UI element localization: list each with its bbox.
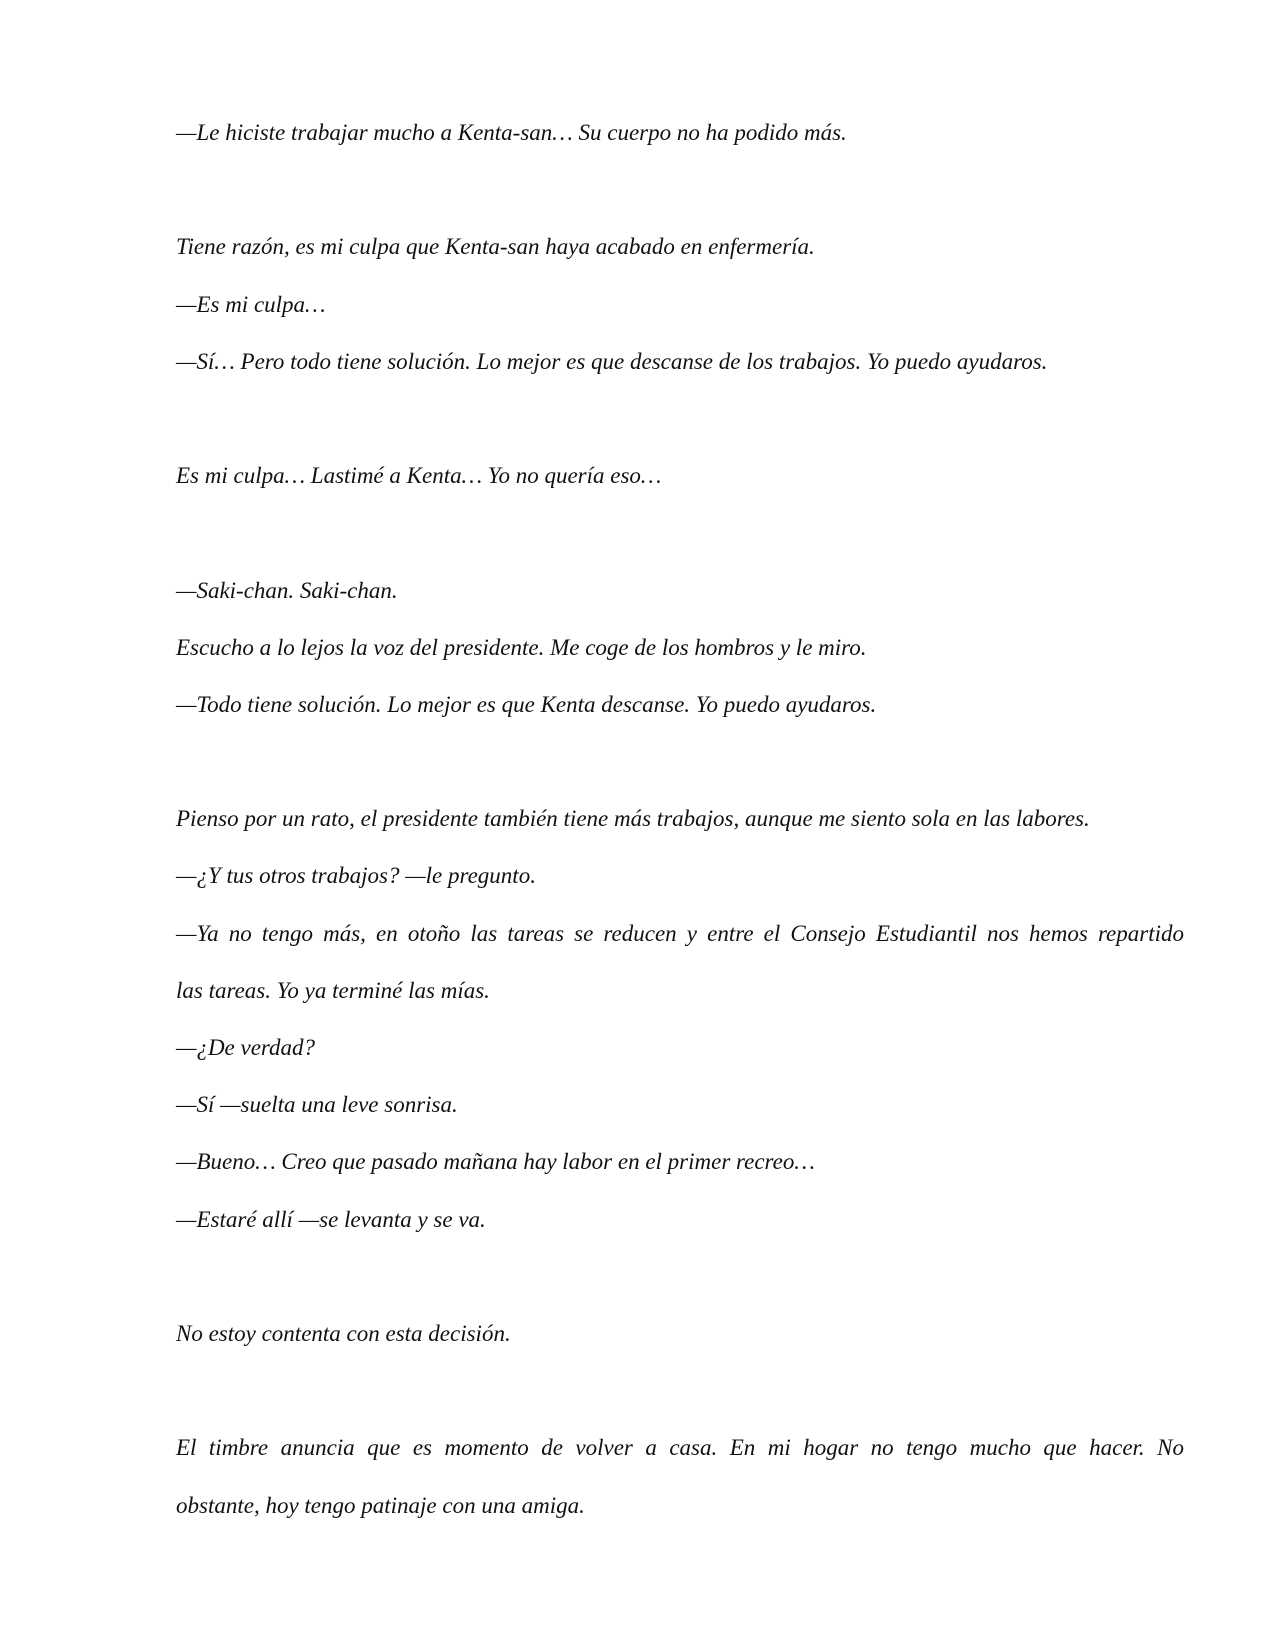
text-line: —Sí —suelta una leve sonrisa. [176,1092,458,1118]
text-line: —Ya no tengo más, en otoño las tareas se reducen y entre el Consejo Estudiantil nos hemos repartido [176,920,1184,946]
text-line: —Estaré allí —se levanta y se va. [176,1206,486,1232]
text-line: —¿De verdad? [176,1035,316,1060]
text-line: Escucho a lo lejos la voz del presidente. Me coge de los hombros y le miro. [176,634,867,660]
text-line: obstante, hoy tengo patinaje con una amiga. [176,1492,585,1518]
blank-line [176,1362,1184,1419]
text-line: No estoy contenta con esta decisión. [176,1320,511,1346]
text-line: Es mi culpa… Lastimé a Kenta… Yo no quería eso… [176,463,662,489]
text-line: —Saki-chan. Saki-chan. [176,577,398,603]
text-line: —Sí… Pero todo tiene solución. Lo mejor es que descanse de los trabajos. Yo puedo ayudaros. [176,348,1048,374]
text-line: las tareas. Yo ya terminé las mías. [176,977,490,1003]
text-line: —Es mi culpa… [176,291,326,317]
blank-line [176,161,1184,218]
text-line: Pienso por un rato, el presidente también tiene más trabajos, aunque me siento sola en las labores. [176,806,1090,832]
text-line: —Bueno… Creo que pasado mañana hay labor en el primer recreo… [176,1149,815,1175]
text-line: —Le hiciste trabajar mucho a Kenta-san… Su cuerpo no ha podido más. [176,120,847,145]
text-line: —¿Y tus otros trabajos? —le pregunto. [176,863,536,889]
document-body [176,104,1184,1534]
text-line: —Todo tiene solución. Lo mejor es que Kenta descanse. Yo puedo ayudaros. [176,691,877,717]
blank-line [176,390,1184,447]
blank-line [176,733,1184,790]
blank-line [176,1248,1184,1305]
text-line: Tiene razón, es mi culpa que Kenta-san haya acabado en enfermería. [176,234,815,260]
text-line: El timbre anuncia que es momento de volver a casa. En mi hogar no tengo mucho que hacer. No [176,1435,1184,1461]
blank-line [176,504,1184,561]
